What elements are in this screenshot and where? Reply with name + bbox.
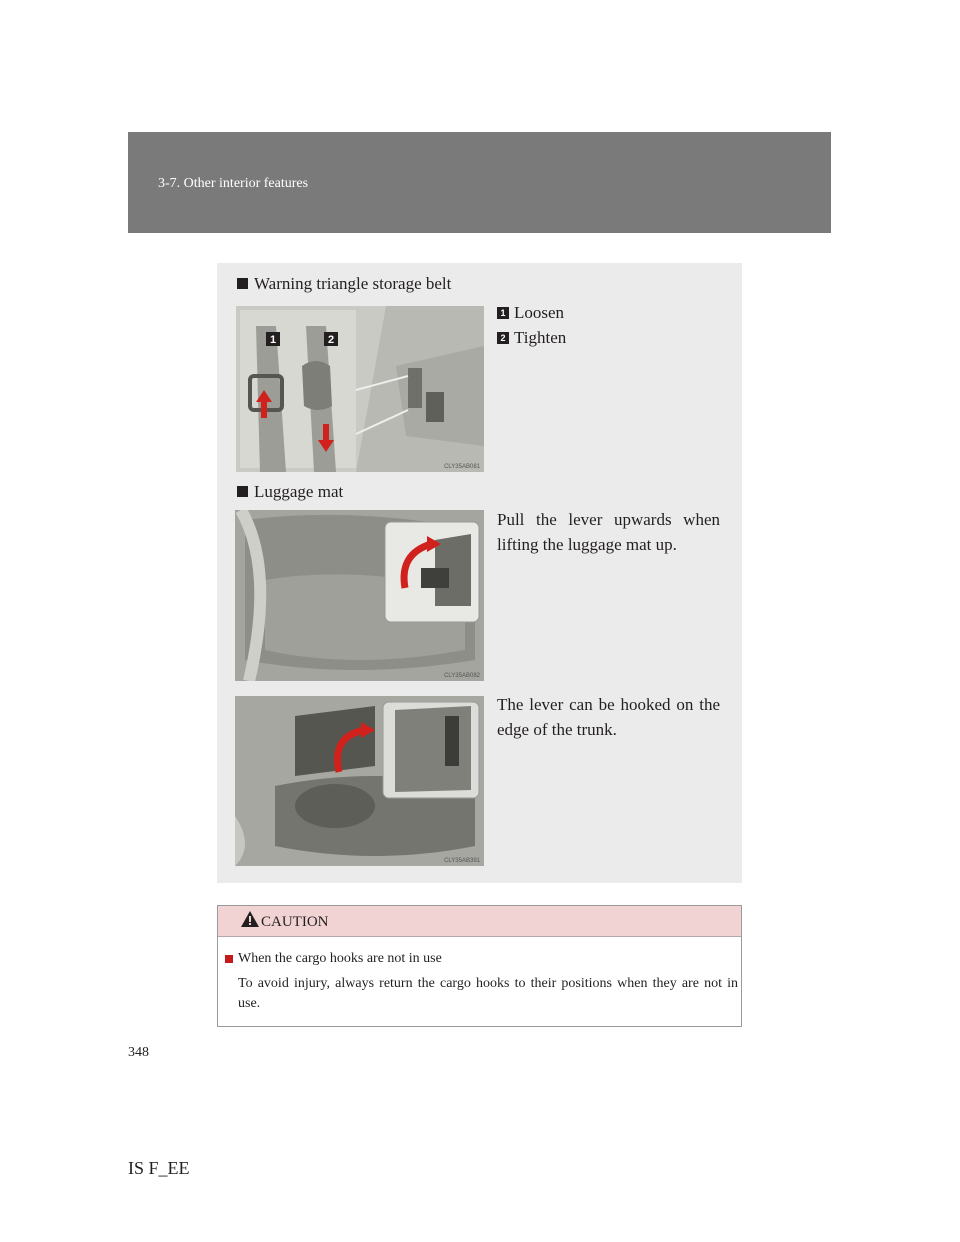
step-loosen: 1 Loosen — [497, 303, 564, 323]
caution-box — [217, 905, 742, 1027]
warning-triangle-belt-illustration — [236, 306, 484, 472]
square-bullet-icon — [237, 278, 248, 289]
image-code: CLY35AB081 — [444, 464, 480, 470]
callout-2: 2 — [327, 334, 335, 346]
luggage-mat-text-2: The lever can be hooked on the edge of the trunk. — [497, 695, 720, 739]
square-bullet-icon — [237, 486, 248, 497]
chapter-title: 3-7. Other interior features — [158, 176, 309, 191]
caution-heading: When the cargo hooks are not in use — [225, 951, 442, 967]
image-code: CLY35AB391 — [444, 858, 480, 864]
luggage-mat-lever-illustration — [235, 510, 484, 681]
page-number: 348 — [128, 1045, 149, 1060]
step-tighten: 2 Tighten — [497, 328, 566, 348]
section-heading-luggage-mat: Luggage mat — [237, 482, 343, 502]
callout-1: 1 — [269, 334, 277, 346]
chapter-header — [128, 132, 831, 233]
caution-bar — [218, 906, 741, 937]
caution-body: To avoid injury, always return the cargo hooks to their positions when they are not in use. — [238, 976, 738, 1011]
caution-label: CAUTION — [261, 914, 329, 930]
section-heading-warning-triangle: Warning triangle storage belt — [237, 274, 451, 294]
luggage-mat-text-1: Pull the lever upwards when lifting the luggage mat up. — [497, 510, 720, 554]
warning-triangle-icon — [241, 911, 259, 927]
model-code: IS F_EE — [128, 1158, 190, 1178]
image-code: CLY35AB082 — [444, 673, 480, 679]
step-number-1: 1 — [497, 307, 509, 319]
luggage-mat-hooked-illustration — [235, 696, 484, 866]
step-number-2: 2 — [497, 332, 509, 344]
red-square-bullet-icon — [225, 955, 233, 963]
